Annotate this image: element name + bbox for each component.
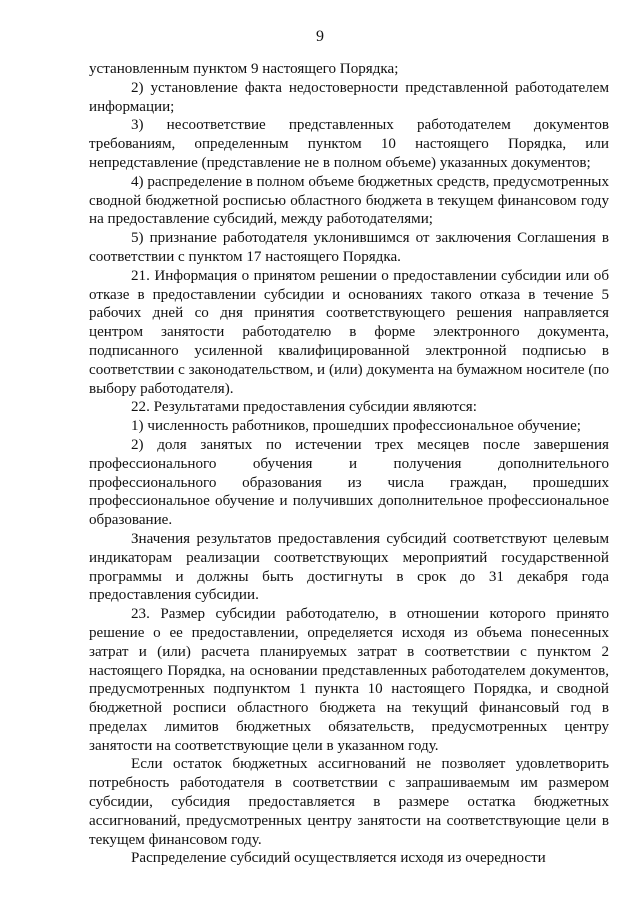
paragraph: установленным пунктом 9 настоящего Порядка; [89, 61, 399, 77]
paragraph: 23. Размер субсидии работодателю, в отношении которого принято решение о ее предоставлении, определяется исходя из объема понесенных затрат и (или) расчета планируемых затрат в соответствии с пунктом 2 настоящего Порядка, на основании представленных работодателем документов, предусмотренных подпунктом 1 пункта 10 настоящего Порядка, и сводной бюджетной росписи областного бюджета на текущий финансовый год в пределах лимитов бюджетных обязательств, предусмотренных центру занятости на соответствующие цели в указанном году. [89, 606, 609, 754]
page-number: 9 [316, 28, 324, 45]
paragraph: 5) признание работодателя уклонившимся от заключения Соглашения в соответствии с пунктом 17 настоящего Порядка. [89, 230, 609, 265]
paragraph: 4) распределение в полном объеме бюджетных средств, предусмотренных сводной бюджетной росписью областного бюджета в текущем финансовом году на предоставление субсидий, между работодателями; [89, 173, 609, 228]
paragraph: Значения результатов предоставления субсидий соответствуют целевым индикаторам реализации соответствующих мероприятий государственной программы и должны быть достигнуты в срок до 31 декабря года предоставления субсидии. [89, 530, 609, 604]
paragraph: 22. Результатами предоставления субсидии являются: [131, 399, 477, 416]
paragraph: 3) несоответствие представленных работодателем документов требованиям, определенным пунктом 10 настоящего Порядка, или непредставление (представление не в полном объеме) указанных документов; [89, 117, 609, 171]
paragraph: 1) численность работников, прошедших профессиональное обучение; [131, 418, 581, 435]
paragraph: Распределение субсидий осуществляется исходя из очередности [131, 850, 546, 867]
paragraph: 2) установление факта недостоверности представленной работодателем информации; [89, 79, 609, 115]
paragraph: 21. Информация о принятом решении о предоставлении субсидии или об отказе в предоставлении субсидии и основаниях такого отказа в течение 5 рабочих дней со дня принятия соответствующего решения направляется центром занятости работодателю в форме электронного документа, подписанного усиленной квалифицированной электронной подписью в соответствии с законодательством, и (или) документа на бумажном носителе (по выбору работодателя). [89, 267, 609, 397]
paragraph: Если остаток бюджетных ассигнований не позволяет удовлетворить потребность работодателя в соответствии с запрашиваемым им размером субсидии, субсидия предоставляется в размере остатка бюджетных ассигнований, предусмотренных центру занятости на соответствующие цели в текущем финансовом году. [89, 756, 609, 848]
document-body [89, 60, 609, 868]
paragraph: 2) доля занятых по истечении трех месяцев после завершения профессионального обучения и получения дополнительного профессионального образования из числа граждан, прошедших профессиональное обучение и получивших дополнительное профессиональное образование. [89, 436, 609, 529]
